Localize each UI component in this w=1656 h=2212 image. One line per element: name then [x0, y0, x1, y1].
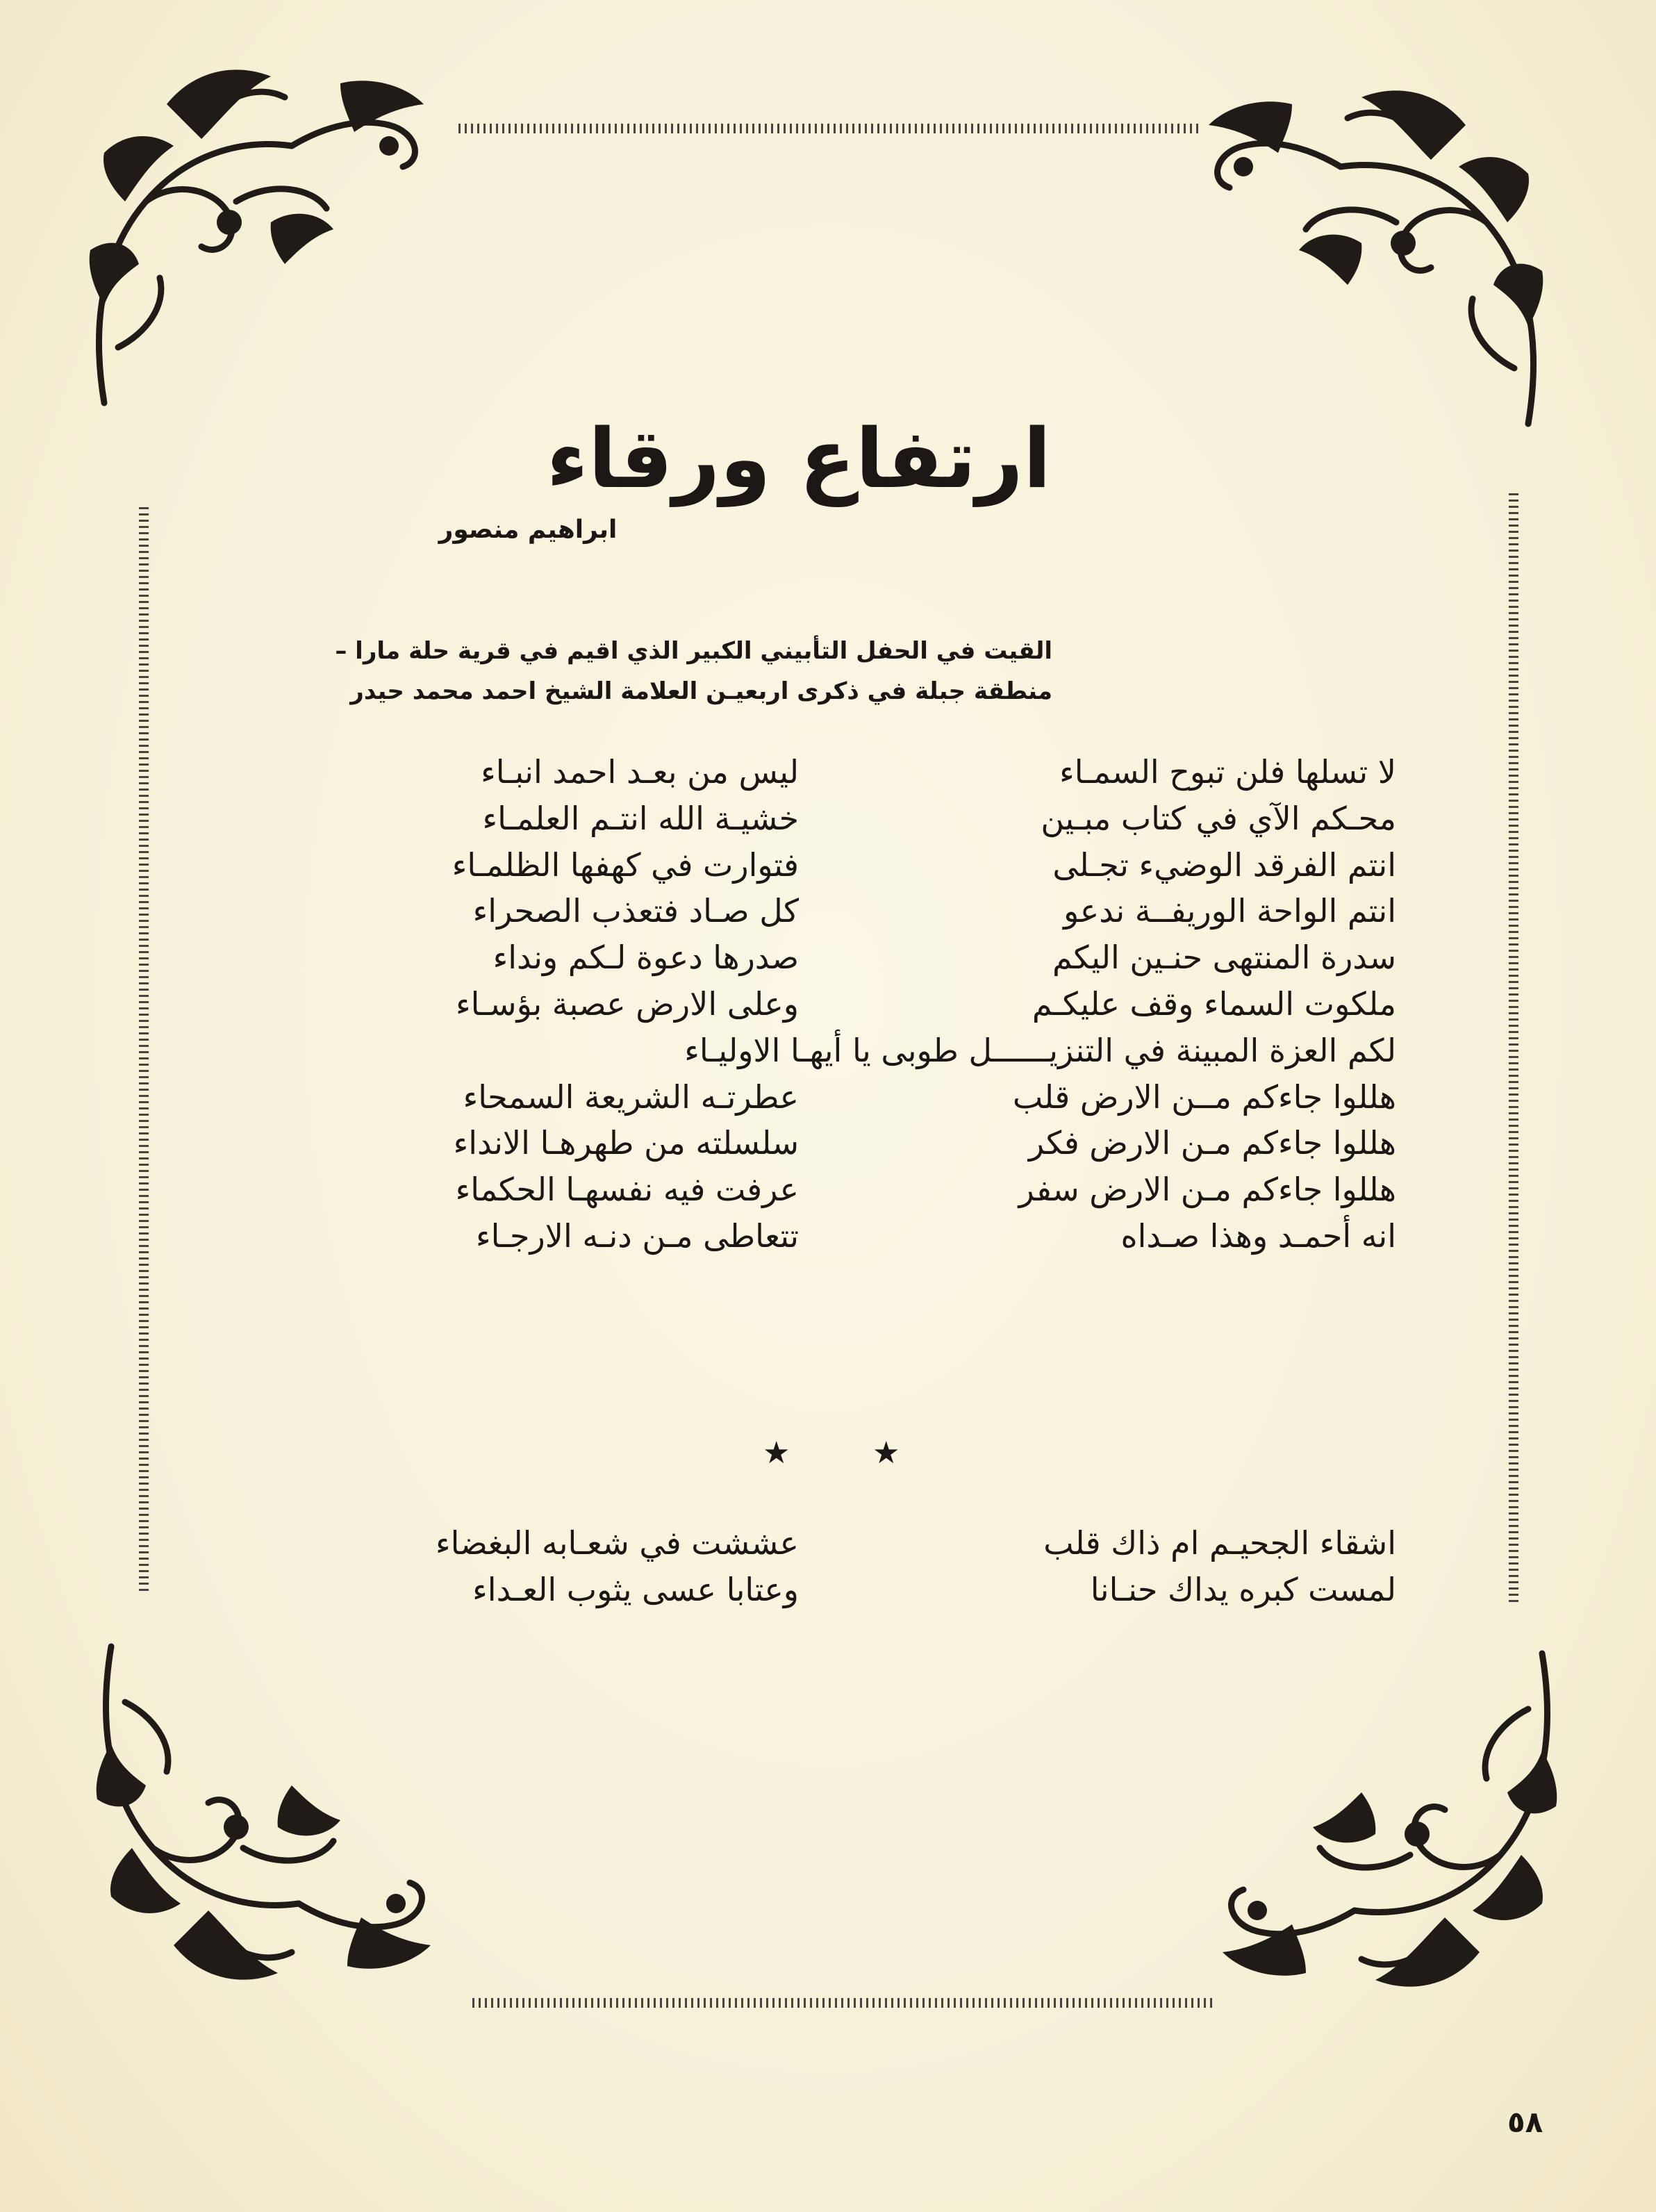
star-divider-icon: ★ [872, 1435, 900, 1471]
stanza2-left-column [250, 1520, 799, 1613]
verse-line: لمست كبره يداك حنـانا [1090, 1570, 1396, 1608]
verse-line: سدرة المنتهى حنـين اليكم [1052, 939, 1396, 977]
verse-line-full: لكم العزة المبينة في التنزيــــــل طوبى يا أيهـا الاوليـاء [684, 1031, 1396, 1069]
top-right-ornament-icon [1181, 63, 1570, 452]
verse-line: انتم الواحة الوريفــة ندعو [1063, 892, 1396, 930]
verse-line: ملكوت السماء وقف عليكـم [1032, 984, 1396, 1023]
verse-line: عطرتـه الشريعة السمحاء [463, 1078, 799, 1116]
verse-line: هللوا جاءكم مـن الارض فكر [1028, 1124, 1396, 1162]
bottom-left-ornament-icon [69, 1619, 458, 2008]
verse-line: صدرها دعوة لـكم ونداء [492, 939, 799, 977]
verse-line: تتعاطى مـن دنـه الارجـاء [475, 1216, 799, 1255]
poem-title: ارتفاع ورقاء [546, 411, 1052, 506]
star-divider-icon: ★ [763, 1435, 790, 1471]
verse-line-empty [250, 1027, 799, 1074]
intro-line: القيت في الحفل التأبيني الكبير الذي اقيم في قرية حلة مارا – [335, 637, 1052, 665]
poem-intro [278, 631, 1052, 711]
verse-line: عرفت فيه نفسهـا الحكماء [455, 1171, 799, 1209]
top-left-ornament-icon [63, 42, 452, 431]
bottom-right-ornament-icon [1195, 1626, 1584, 2015]
intro-line: منطقة جبلة في ذكرى اربعيـن العلامة الشيخ احمد محمد حيدر [350, 677, 1052, 705]
bottom-decorative-border [472, 1998, 1216, 2008]
verse-line: اشقاء الجحيـم ام ذاك قلب [1043, 1524, 1396, 1562]
verse-line: ليس من بعـد احمد انبـاء [481, 753, 799, 791]
verse-line: انتم الفرقد الوضيء تجـلى [1052, 845, 1396, 884]
poem-author: ابراهيم منصور [438, 515, 618, 544]
verse-line: خشيـة الله انتـم العلمـاء [482, 799, 799, 837]
verse-line: فتوارت في كهفها الظلمـاء [452, 845, 799, 884]
stanza2-right-column [820, 1520, 1396, 1613]
stanza1-left-column [250, 749, 799, 1260]
verse-line: انه أحمـد وهذا صـداه [1120, 1216, 1396, 1255]
verse-line: محـكم الآي في كتاب مبـين [1041, 799, 1396, 837]
verse-line: وعتابا عسى يثوب العـداء [472, 1570, 799, 1608]
verse-line: لا تسلها فلن تبوح السمـاء [1059, 753, 1396, 791]
stanza1-right-column [684, 749, 1396, 1260]
left-decorative-border [139, 507, 149, 1591]
verse-line: سلسلته من طهرهـا الانداء [453, 1124, 799, 1162]
verse-line: وعلى الارض عصبة بؤسـاء [455, 984, 799, 1023]
top-decorative-border [458, 124, 1202, 133]
verse-line: هللوا جاءكم مـن الارض سفر [1018, 1171, 1396, 1209]
verse-line: هللوا جاءكم مــن الارض قلب [1012, 1078, 1396, 1116]
right-decorative-border [1509, 493, 1518, 1605]
verse-line: كل صـاد فتعذب الصحراء [472, 892, 799, 930]
verse-line: عششت في شعـابه البغضاء [436, 1524, 799, 1562]
page-number: ٥٨ [1507, 2105, 1543, 2139]
